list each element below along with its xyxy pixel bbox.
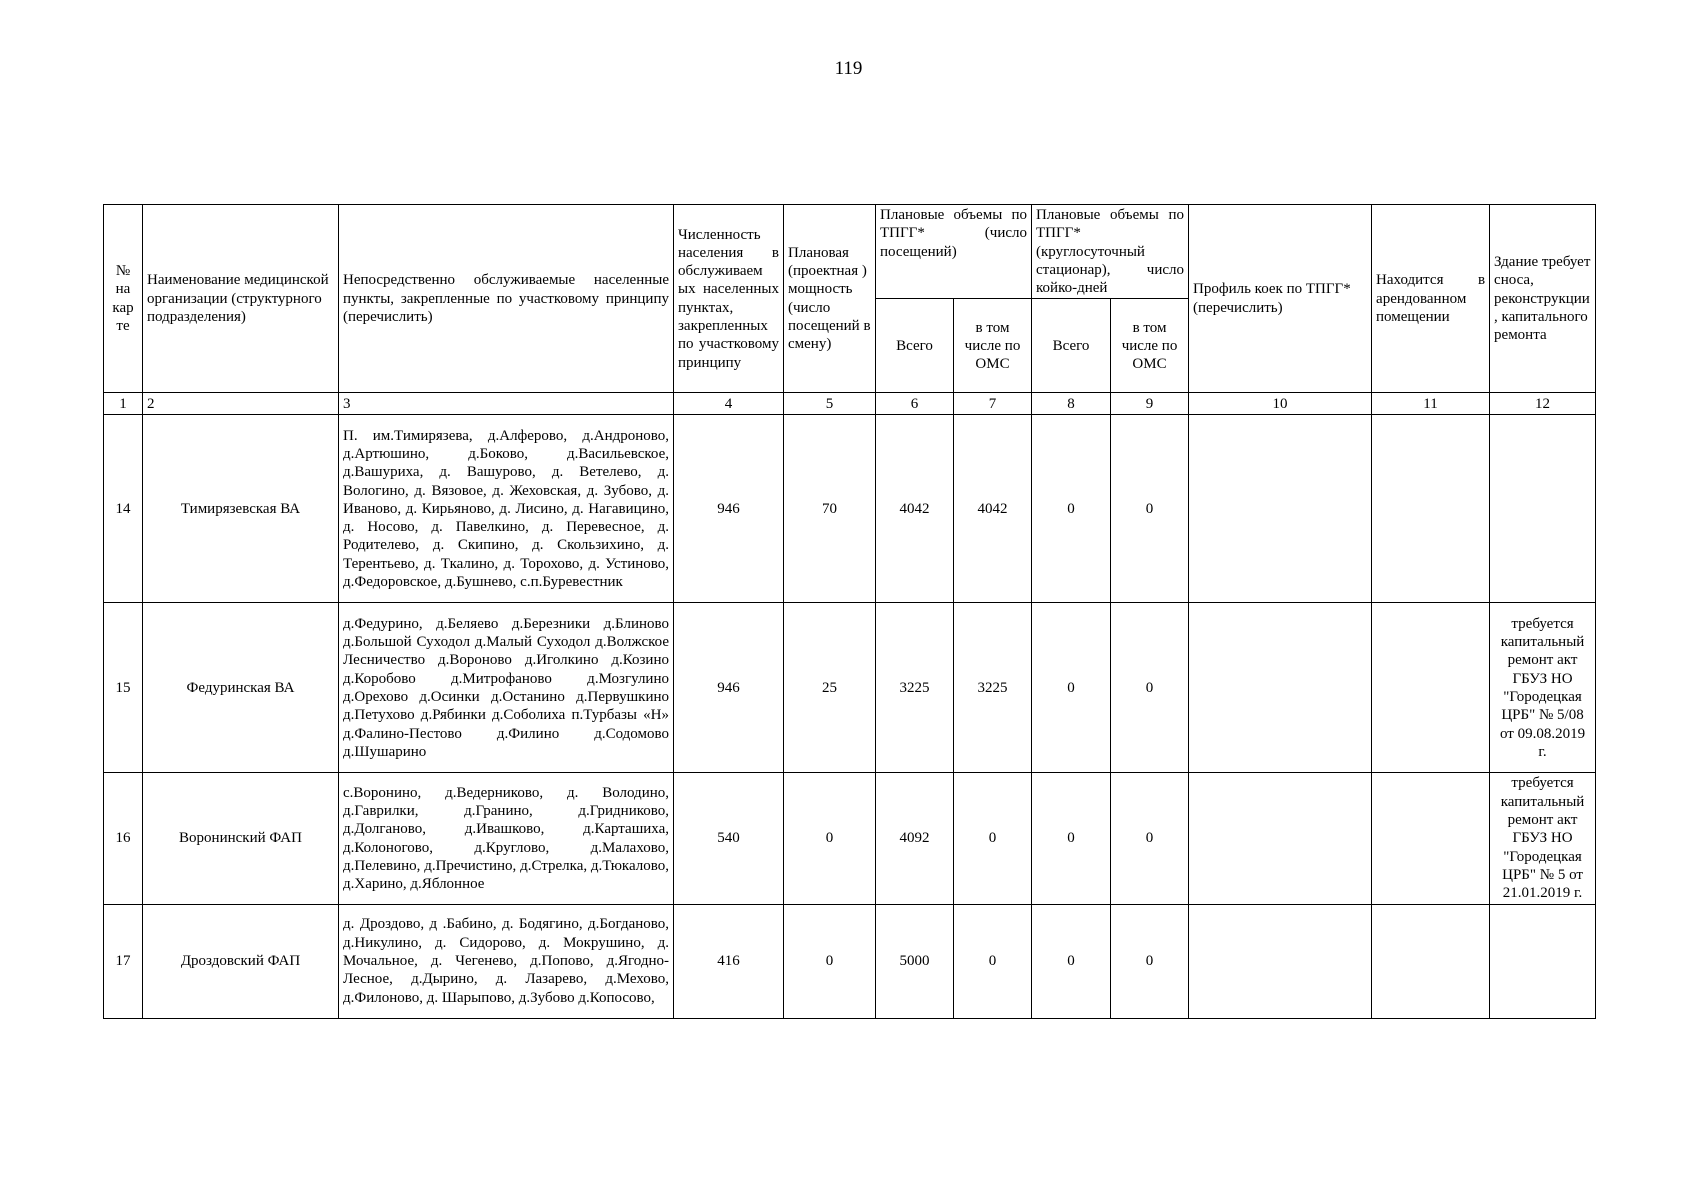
row-number: 15	[104, 603, 143, 773]
beddays-oms-cell: 0	[1111, 773, 1189, 904]
column-number: 6	[876, 393, 954, 415]
visits-oms-cell: 3225	[954, 603, 1032, 773]
column-number: 8	[1032, 393, 1111, 415]
row-number: 16	[104, 773, 143, 904]
villages-list: с.Воронино, д.Ведерниково, д. Володино, д.Гаврилки, д.Гранино, д.Гридниково, д.Долганово, д.Ивашково, д.Карташиха, д.Колоногово, д.Круглово, д.Малахово, д.Пелевино, д.Пречистино, д.Стрелка, д.Тюкалово, д.Харино, д.Яблонное	[339, 773, 674, 904]
header-col5: Плановая (проектная ) мощность (число посещений в смену)	[784, 205, 876, 393]
repair-cell: требуется капитальный ремонт акт ГБУЗ НО "Городецкая ЦРБ" № 5/08 от 09.08.2019 г.	[1490, 603, 1596, 773]
population-cell: 416	[674, 904, 784, 1018]
beddays-oms-cell: 0	[1111, 904, 1189, 1018]
rented-cell	[1372, 904, 1490, 1018]
visits-oms-cell: 0	[954, 904, 1032, 1018]
beddays-total-cell: 0	[1032, 603, 1111, 773]
header-col10: Профиль коек по ТПГГ* (перечислить)	[1189, 205, 1372, 393]
header-col2: Наименование медицинской организации (структурного подразделения)	[143, 205, 339, 393]
capacity-cell: 25	[784, 603, 876, 773]
column-number: 1	[104, 393, 143, 415]
header-col11: Находится в арендованном помещении	[1372, 205, 1490, 393]
column-number-row	[104, 393, 1596, 415]
medical-organizations-table	[103, 204, 1596, 1019]
beddays-oms-cell: 0	[1111, 603, 1189, 773]
organization-name: Тимирязевская ВА	[143, 415, 339, 603]
beddays-total-cell: 0	[1032, 904, 1111, 1018]
header-col7: в том числе по ОМС	[954, 299, 1032, 393]
rented-cell	[1372, 773, 1490, 904]
column-number: 10	[1189, 393, 1372, 415]
header-col6-7: Плановые объемы по ТПГГ* (число посещений)	[876, 205, 1032, 299]
visits-total-cell: 4042	[876, 415, 954, 603]
header-col3: Непосредственно обслуживаемые населенные пункты, закрепленные по участковому принципу (перечислить)	[339, 205, 674, 393]
table-row	[104, 415, 1596, 603]
table-row	[104, 773, 1596, 904]
table-row	[104, 603, 1596, 773]
beddays-total-cell: 0	[1032, 415, 1111, 603]
header-col8: Всего	[1032, 299, 1111, 393]
villages-list: П. им.Тимирязева, д.Алферово, д.Андроново, д.Артюшино, д.Боково, д.Васильевское, д.Вашуриха, д. Вашурово, д. Ветелево, д. Вологино, д. Вязовое, д. Жеховская, д. Зубово, д. Иваново, д. Кирьяново, д. Лисино, д. Нагавицино, д. Носово, д. Павелкино, д. Перевесное, д. Родителево, д. Скипино, д. Скользихино, д. Терентьево, д. Ткалино, д. Торохово, д. Устиново, д.Федоровское, д.Бушнево, с.п.Буревестник	[339, 415, 674, 603]
population-cell: 946	[674, 415, 784, 603]
villages-list: д.Федурино, д.Беляево д.Березники д.Блиново д.Большой Суходол д.Малый Суходол д.Волжское Лесничество д.Вороново д.Иголкино д.Козино д.Коробово д.Митрофаново д.Мозгулино д.Орехово д.Осинки д.Останино д.Первушкино д.Петухово д.Рябинки д.Соболиха п.Турбазы «Н» д.Фалино-Пестово д.Филино д.Содомово д.Шушарино	[339, 603, 674, 773]
header-col12: Здание требует сноса, реконструкции , капитального ремонта	[1490, 205, 1596, 393]
population-cell: 540	[674, 773, 784, 904]
column-number: 12	[1490, 393, 1596, 415]
repair-cell	[1490, 415, 1596, 603]
visits-oms-cell: 4042	[954, 415, 1032, 603]
rented-cell	[1372, 603, 1490, 773]
villages-list: д. Дроздово, д .Бабино, д. Бодягино, д.Богданово, д.Никулино, д. Сидорово, д. Мокрушино, д. Мочальное, д. Чегенево, д.Попово, д.Ягодно-Лесное, д.Дырино, д. Лазарево, д.Мехово, д.Филоново, д. Шарыпово, д.Зубово д.Копосово,	[339, 904, 674, 1018]
column-number: 4	[674, 393, 784, 415]
organization-name: Федуринская ВА	[143, 603, 339, 773]
beddays-oms-cell: 0	[1111, 415, 1189, 603]
column-number: 7	[954, 393, 1032, 415]
repair-cell: требуется капитальный ремонт акт ГБУЗ НО "Городецкая ЦРБ" № 5 от 21.01.2019 г.	[1490, 773, 1596, 904]
row-number: 14	[104, 415, 143, 603]
visits-total-cell: 5000	[876, 904, 954, 1018]
header-col8-9: Плановые объемы по ТПГГ* (круглосуточный стационар), число койко-дней	[1032, 205, 1189, 299]
header-col4: Численность населения в обслуживаем ых населенных пунктах, закрепленных по участковому принципу	[674, 205, 784, 393]
header-col1: № на кар те	[104, 205, 143, 393]
column-number: 5	[784, 393, 876, 415]
bed-profile-cell	[1189, 603, 1372, 773]
visits-total-cell: 4092	[876, 773, 954, 904]
header-col9: в том числе по ОМС	[1111, 299, 1189, 393]
page-number: 119	[834, 58, 863, 79]
capacity-cell: 70	[784, 415, 876, 603]
column-number: 11	[1372, 393, 1490, 415]
capacity-cell: 0	[784, 904, 876, 1018]
visits-total-cell: 3225	[876, 603, 954, 773]
table-row	[104, 904, 1596, 1018]
organization-name: Воронинский ФАП	[143, 773, 339, 904]
repair-cell	[1490, 904, 1596, 1018]
bed-profile-cell	[1189, 415, 1372, 603]
capacity-cell: 0	[784, 773, 876, 904]
organization-name: Дроздовский ФАП	[143, 904, 339, 1018]
beddays-total-cell: 0	[1032, 773, 1111, 904]
bed-profile-cell	[1189, 773, 1372, 904]
population-cell: 946	[674, 603, 784, 773]
header-row-top	[104, 205, 1596, 299]
bed-profile-cell	[1189, 904, 1372, 1018]
visits-oms-cell: 0	[954, 773, 1032, 904]
row-number: 17	[104, 904, 143, 1018]
header-col6: Всего	[876, 299, 954, 393]
column-number: 3	[339, 393, 674, 415]
rented-cell	[1372, 415, 1490, 603]
column-number: 9	[1111, 393, 1189, 415]
column-number: 2	[143, 393, 339, 415]
